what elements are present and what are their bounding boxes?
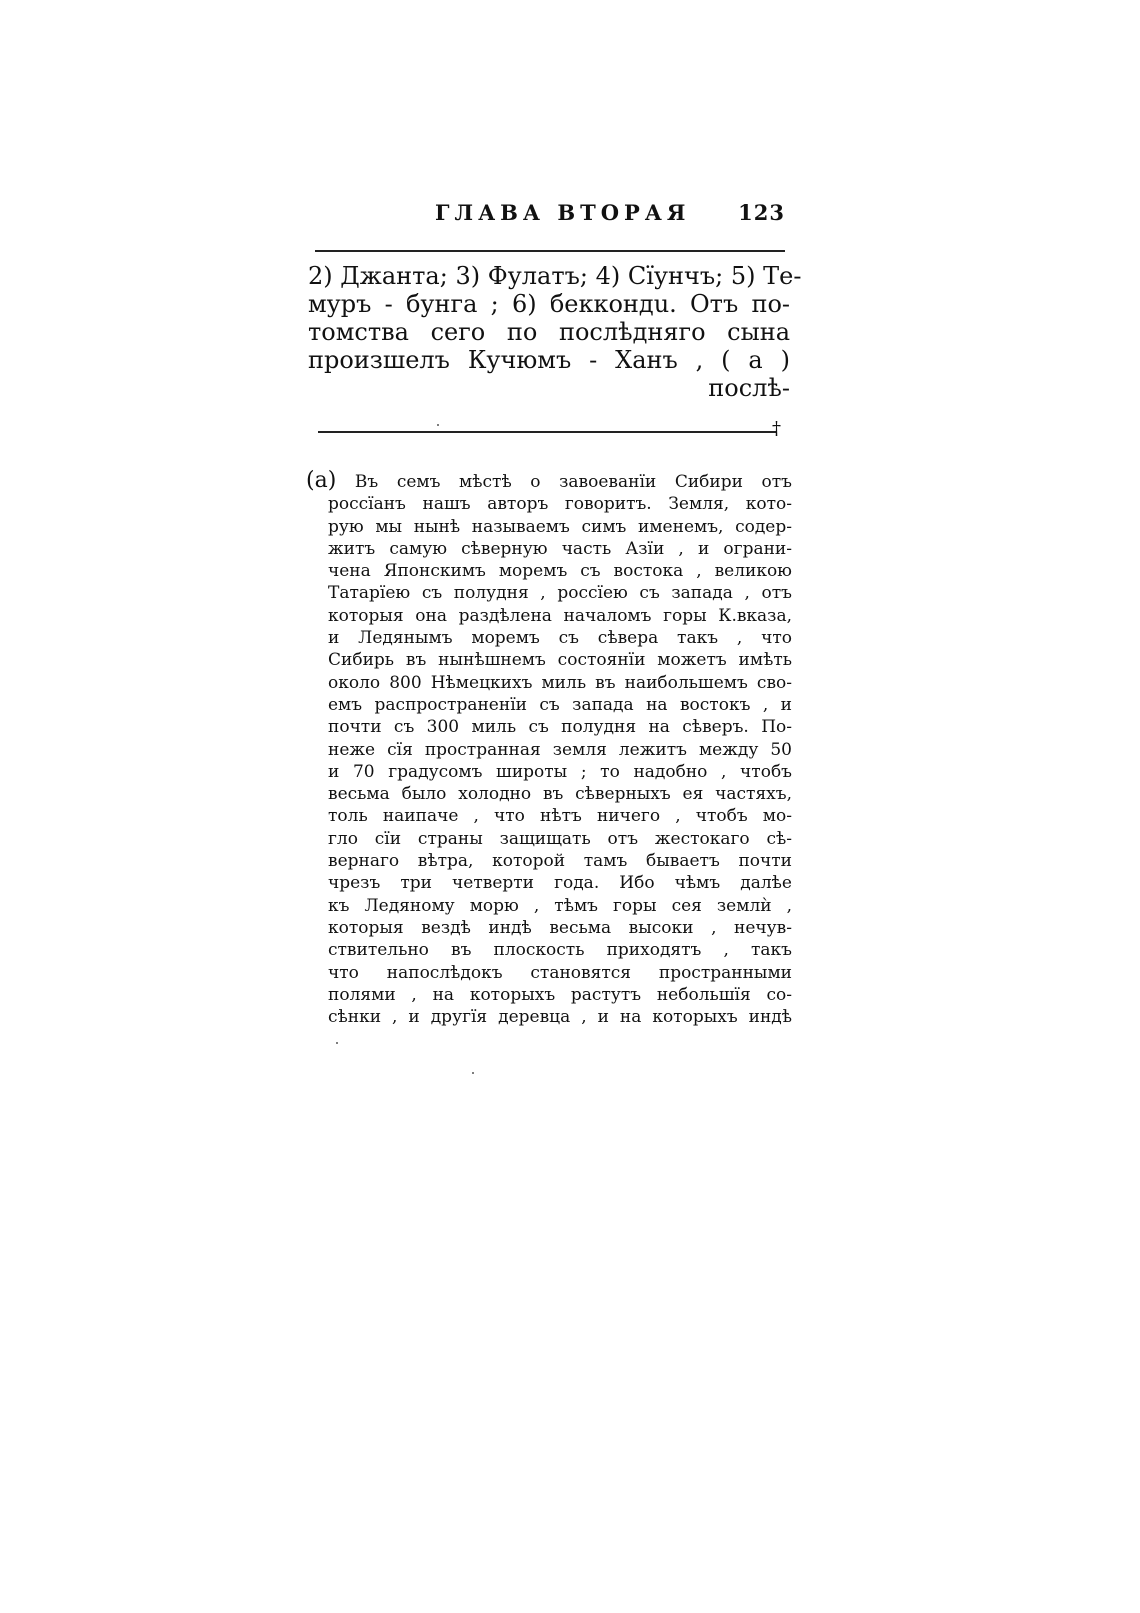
main-text-line: произшелъ Кучюмъ - Ханъ , ( а ): [308, 346, 790, 374]
footnote-marker: (а): [306, 468, 337, 493]
footnote-line: чена Японскимъ моремъ съ востока , великою: [328, 561, 792, 582]
footnote-line: и 70 градусомъ широты ; то надобно , чтобъ: [328, 761, 792, 782]
footnote-line: весьма было холодно въ сѣверныхъ ея частяхъ,: [328, 784, 792, 805]
footnote-line: житъ самую сѣверную часть Азїи , и ограни-: [328, 538, 792, 559]
main-text: [308, 262, 802, 402]
footnote-line: полями , на которыхъ растутъ небольшїя со-: [328, 984, 792, 1005]
running-title: ГЛАВА ВТОРАЯ: [435, 200, 691, 225]
footnote-line: къ Ледяному морю , тѣмъ горы сея землѝ ,: [328, 895, 792, 916]
footnote-line: что напослѣдокъ становятся пространными: [328, 962, 792, 983]
print-speck: [336, 1042, 338, 1044]
main-text-line: томства сего по послѣдняго сына: [308, 318, 790, 346]
running-head: [315, 200, 785, 230]
footnote-line: [306, 470, 792, 493]
footnote-line: рую мы нынѣ называемъ симъ именемъ, содер-: [328, 516, 792, 537]
footnote-line: неже сїя пространная земля лежитъ между 50: [328, 739, 792, 760]
footnote-line: которыя она раздѣлена началомъ горы К.вказа,: [328, 605, 792, 626]
footnote-line: около 800 Нѣмецкихъ миль въ наибольшемъ сво-: [328, 672, 792, 693]
footnote-line: гло сїи страны защищать отъ жестокаго сѣ-: [328, 828, 792, 849]
footnote: [306, 470, 792, 1028]
print-speck: [472, 1072, 474, 1074]
catchword: послѣ-: [708, 374, 790, 402]
page-number: 123: [738, 200, 785, 225]
footnote-line: чрезъ три четверти года. Ибо чѣмъ далѣе: [328, 873, 792, 894]
footnote-line: ствительно въ плоскость приходятъ , такъ: [328, 940, 792, 961]
footnote-line: почти съ 300 миль съ полудня на сѣверъ. По-: [328, 717, 792, 738]
footnote-line: Сибирь въ нынѣшнемъ состоянїи можетъ имѣть: [328, 650, 792, 671]
main-text-line: 2) Джанта; 3) Фулатъ; 4) Сїунчъ; 5) Те-: [308, 262, 802, 290]
footnote-line: сѣнки , и другїя деревца , и на которыхъ индѣ: [328, 1007, 792, 1028]
footnote-line: которыя вездѣ индѣ весьма высоки , нечув-: [328, 917, 792, 938]
footnote-line: емъ распространенїи съ запада на востокъ , и: [328, 694, 792, 715]
footnote-line: и Ледянымъ моремъ съ сѣвера такъ , что: [328, 628, 792, 649]
header-rule: [315, 250, 785, 252]
footnote-line: толь наипаче , что нѣтъ ничего , чтобъ мо-: [328, 806, 792, 827]
rule-end-mark: †: [772, 418, 781, 439]
footnote-separator-rule: [318, 431, 776, 433]
print-speck: [437, 424, 439, 426]
main-text-line: муръ - бунга ; 6) беккондu. Отъ по-: [308, 290, 790, 318]
footnote-line-text: Въ семъ мѣстѣ о завоеванїи Сибири отъ: [354, 472, 792, 492]
footnote-line: вернаго вѣтра, которой тамъ бываетъ почти: [328, 851, 792, 872]
footnote-line: россїанъ нашъ авторъ говоритъ. Земля, кото-: [328, 494, 792, 515]
footnote-line: Татарїею съ полудня , россїею съ запада , отъ: [328, 583, 792, 604]
